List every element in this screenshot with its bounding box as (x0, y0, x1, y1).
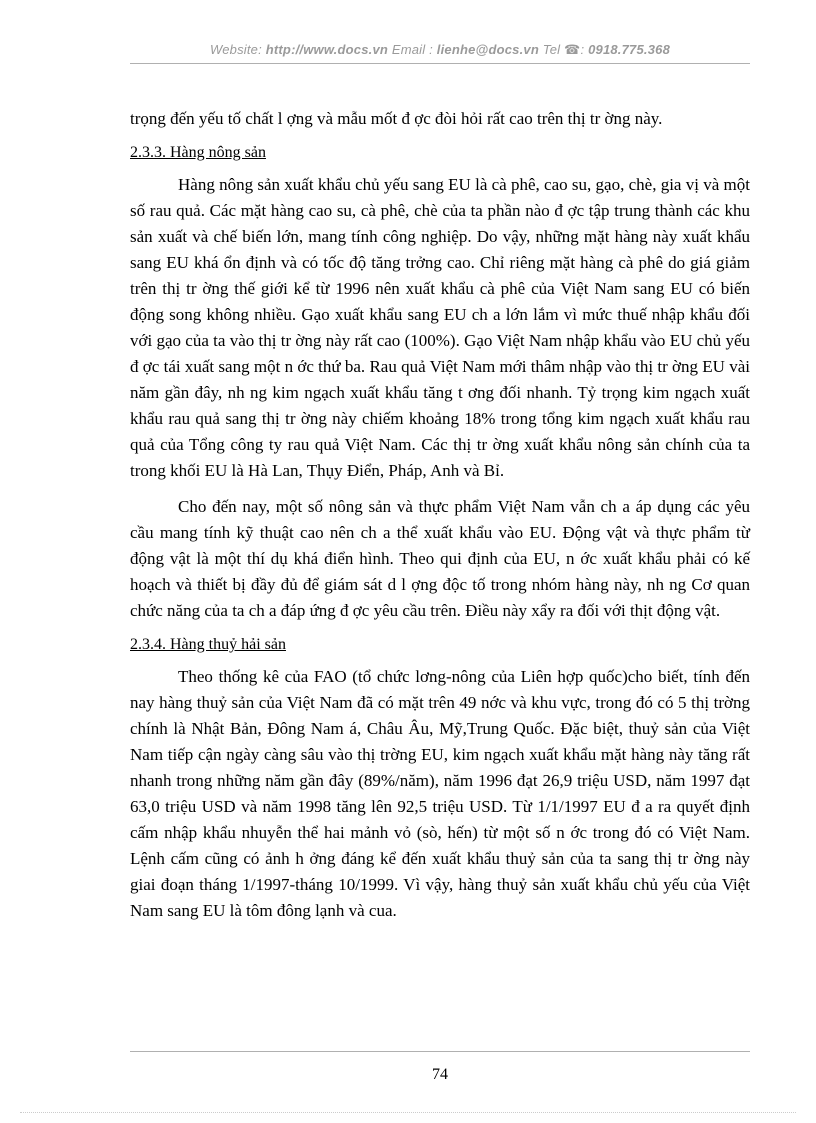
paragraph-food-standards: Cho đến nay, một số nông sản và thực phẩm Việt Nam vẫn ch a áp dụng các yêu cầu mang tính kỹ thuật cao nên ch a thể xuất khẩu vào EU. Động vật và thực phẩm từ động vật là một thí dụ khá điển hình. Theo qui định của EU, n ớc xuất khẩu phải có kế hoạch và thiết bị đầy đủ để giám sát d l ợng độc tố trong nhóm hàng này, nh ng Cơ quan chức năng của ta ch a đáp ứng đ ợc yêu cầu trên. Điều này xẩy ra đối với thịt động vật. (130, 497, 750, 620)
section-heading-2-3-4: 2.3.4. Hàng thuỷ hải sản (130, 636, 286, 653)
page-body (130, 106, 750, 934)
footer-divider (130, 1051, 750, 1052)
email-address[interactable]: lienhe@docs.vn (436, 42, 539, 57)
website-label: Website: (209, 42, 262, 57)
website-url[interactable]: http://www.docs.vn (265, 42, 389, 57)
page-number: 74 (432, 1066, 448, 1083)
tel-number: 0918.775.368 (588, 42, 671, 57)
paragraph-continued: trọng đến yếu tố chất l ợng và mẫu mốt đ ợc đòi hỏi rất cao trên thị tr ờng này. (130, 109, 663, 128)
tel-label: Tel ☎: (542, 42, 585, 57)
section-heading-2-3-3: 2.3.3. Hàng nông sản (130, 144, 266, 161)
page-bottom-dotted-line (20, 1112, 796, 1113)
paragraph-seafood: Theo thống kê của FAO (tổ chức lơng-nông của Liên hợp quốc)cho biết, tính đến nay hàng thuỷ sản của Việt Nam đã có mặt trên 49 nớc và khu vực, trong đó có 5 thị trờng chính là Nhật Bản, Đông Nam á, Châu Âu, Mỹ,Trung Quốc. Đặc biệt, thuỷ sản của Việt Nam tiếp cận ngày càng sâu vào thị trờng EU, kim ngạch xuất khẩu mặt hàng này tăng rất nhanh trong những năm gần đây (89%/năm), năm 1996 đạt 26,9 triệu USD, năm 1997 đạt 63,0 triệu USD và năm 1998 tăng lên 92,5 triệu USD. Từ 1/1/1997 EU đ a ra quyết định cấm nhập khẩu nhuyễn thể hai mảnh vỏ (sò, hến) từ một số n ớc trong đó có Việt Nam. Lệnh cấm cũng có ảnh h ởng đáng kể đến xuất khẩu thuỷ sản của ta sang thị tr ờng này giai đoạn tháng 1/1997-tháng 10/1999. Vì vậy, hàng thuỷ sản xuất khẩu chủ yếu của Việt Nam sang EU là tôm đông lạnh và cua. (130, 667, 750, 920)
email-label: Email : (391, 42, 433, 57)
paragraph-agricultural: Hàng nông sản xuất khẩu chủ yếu sang EU là cà phê, cao su, gạo, chè, gia vị và một số rau quả. Các mặt hàng cao su, cà phê, chè của ta phần nào đ ợc tập trung thành các khu sản xuất và chế biến lớn, mang tính công nghiệp. Do vậy, những mặt hàng này xuất khẩu sang EU khá ổn định và có tốc độ tăng trởng cao. Chỉ riêng mặt hàng cà phê do giá giảm trên thị tr ờng thế giới kể từ 1996 nên xuất khẩu cà phê của Việt Nam sang EU có biến động song không nhiều. Gạo xuất khẩu sang EU ch a lớn lắm vì mức thuế nhập khẩu đối với gạo của ta vào thị tr ờng này rất cao (100%). Gạo Việt Nam nhập khẩu vào EU chủ yếu đ ợc tái xuất sang một n ớc thứ ba. Rau quả Việt Nam mới thâm nhập vào thị tr ờng EU vài năm gần đây, nh ng kim ngạch xuất khẩu tăng t ơng đối nhanh. Tỷ trọng kim ngạch xuất khẩu rau quả sang thị tr ờng này chiếm khoảng 18% trong tổng kim ngạch xuất khẩu rau quả của Tổng công ty rau quả Việt Nam. Các thị tr ờng xuất khẩu nông sản chính của ta trong khối EU là Hà Lan, Thụy Điển, Pháp, Anh và Bỉ. (130, 175, 750, 480)
page-header (130, 42, 750, 58)
header-divider (130, 63, 750, 64)
